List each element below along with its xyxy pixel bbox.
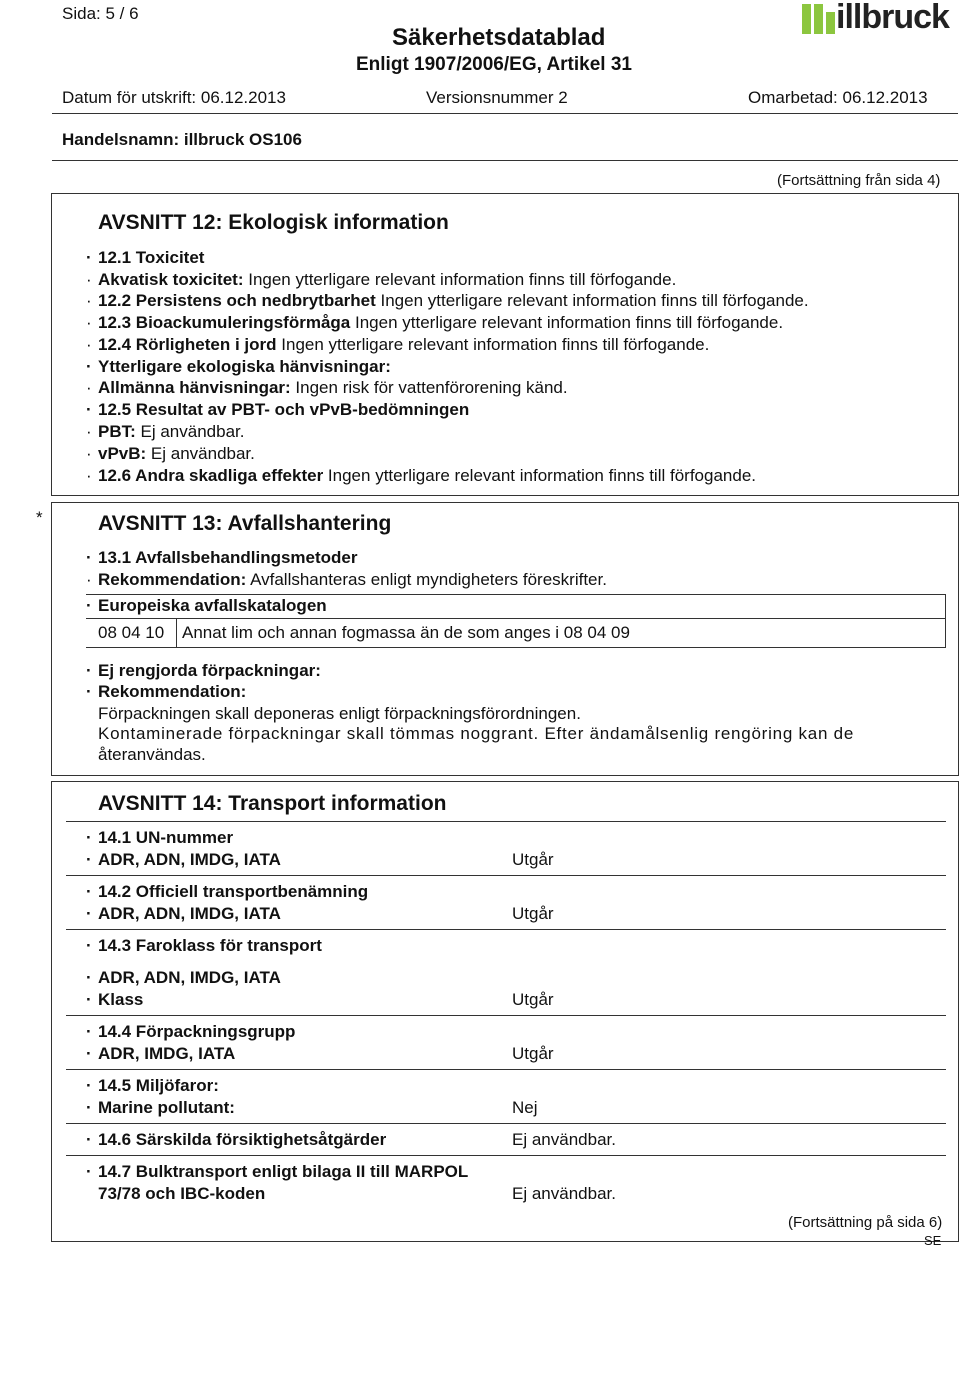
list-item: · ADR, IMDG, IATA — [86, 1044, 236, 1063]
list-item: · 12.2 Persistens och nedbrytbarhet Ingen ytterligare relevant information finns till förfogande. — [86, 291, 809, 310]
section-14-title: AVSNITT 14: Transport information — [98, 792, 447, 815]
value: Utgår — [512, 1044, 554, 1063]
list-item: · Rekommendation: Avfallshanteras enligt myndigheters föreskrifter. — [86, 570, 607, 589]
page-number: Sida: 5 / 6 — [62, 4, 139, 23]
section-13-title: AVSNITT 13: Avfallshantering — [98, 512, 392, 535]
paragraph: återanvändas. — [98, 745, 206, 764]
value: Utgår — [512, 904, 554, 923]
print-date: Datum för utskrift: 06.12.2013 — [62, 88, 286, 107]
logo-text: illbruck — [836, 0, 949, 36]
paragraph: Kontaminerade förpackningar skall tömmas noggrant. Efter ändamålsenlig rengöring kan de — [98, 724, 855, 743]
list-item: · 12.5 Resultat av PBT- och vPvB-bedömningen — [86, 400, 470, 419]
list-item: · 12.4 Rörligheten i jord Ingen ytterligare relevant information finns till förfogande. — [86, 335, 710, 354]
list-item: · 12.3 Bioackumuleringsförmåga Ingen ytterligare relevant information finns till förfogande. — [86, 313, 784, 332]
list-item: · 14.4 Förpackningsgrupp — [86, 1022, 296, 1041]
list-item: · ADR, ADN, IMDG, IATA — [86, 850, 281, 869]
value: Utgår — [512, 990, 554, 1009]
list-item: · Marine pollutant: — [86, 1098, 235, 1117]
list-item: · 14.5 Miljöfaror: — [86, 1076, 219, 1095]
group-divider — [66, 1069, 946, 1070]
group-divider — [66, 929, 946, 930]
continued-on: (Fortsättning på sida 6) — [788, 1214, 943, 1231]
list-item: · 14.7 Bulktransport enligt bilaga II till MARPOL — [86, 1162, 469, 1181]
catalog-description: Annat lim och annan fogmassa än de som anges i 08 04 09 — [182, 623, 630, 642]
list-item: · ADR, ADN, IMDG, IATA — [86, 968, 281, 987]
header-divider — [52, 113, 958, 114]
header-divider — [52, 160, 958, 161]
group-divider — [66, 875, 946, 876]
list-item: · Ej rengjorda förpackningar: — [86, 661, 321, 680]
list-item: · 14.2 Officiell transportbenämning — [86, 882, 369, 901]
group-divider — [66, 821, 946, 822]
group-divider — [66, 1123, 946, 1124]
language-code: SE — [924, 1233, 942, 1248]
list-item: · vPvB: Ej användbar. — [86, 444, 255, 463]
value: Ej användbar. — [512, 1130, 616, 1149]
list-item: · 14.6 Särskilda försiktighetsåtgärder — [86, 1130, 387, 1149]
document-subtitle: Enligt 1907/2006/EG, Artikel 31 — [356, 54, 632, 75]
list-item: · PBT: Ej användbar. — [86, 422, 245, 441]
table-border — [176, 618, 177, 647]
continued-from: (Fortsättning från sida 4) — [777, 172, 941, 189]
list-item: · 13.1 Avfallsbehandlingsmetoder — [86, 548, 358, 567]
value: Nej — [512, 1098, 538, 1117]
table-border — [86, 618, 946, 619]
group-divider — [66, 1015, 946, 1016]
section-12-title: AVSNITT 12: Ekologisk information — [98, 211, 449, 234]
illbruck-logo — [802, 2, 960, 40]
list-item: 73/78 och IBC-koden — [98, 1184, 266, 1203]
logo-mark-icon — [826, 12, 835, 34]
version-number: Versionsnummer 2 — [426, 88, 568, 107]
logo-mark-icon — [802, 4, 811, 34]
table-border — [945, 594, 946, 647]
waste-catalog-table — [86, 594, 946, 650]
logo-mark-icon — [814, 4, 823, 34]
list-item: · Allmänna hänvisningar: Ingen risk för vattenförorening känd. — [86, 378, 568, 397]
list-item: · Klass — [86, 990, 144, 1009]
value: Utgår — [512, 850, 554, 869]
list-item: · Ytterligare ekologiska hänvisningar: — [86, 357, 391, 376]
table-border — [86, 594, 946, 595]
list-item: · 12.6 Andra skadliga effekter Ingen ytterligare relevant information finns till förfogande. — [86, 466, 756, 485]
change-marker: * — [36, 508, 43, 527]
catalog-title: · Europeiska avfallskatalogen — [86, 596, 327, 615]
value: Ej användbar. — [512, 1184, 616, 1203]
group-divider — [66, 1155, 946, 1156]
list-item: · Akvatisk toxicitet: Ingen ytterligare relevant information finns till förfogande. — [86, 270, 677, 289]
document-title: Säkerhetsdatablad — [392, 24, 606, 51]
table-border — [86, 647, 946, 648]
list-item: · ADR, ADN, IMDG, IATA — [86, 904, 281, 923]
catalog-code: 08 04 10 — [98, 623, 165, 642]
revised-date: Omarbetad: 06.12.2013 — [748, 88, 928, 107]
trade-name: Handelsnamn: illbruck OS106 — [62, 130, 302, 149]
paragraph: Förpackningen skall deponeras enligt förpackningsförordningen. — [98, 704, 581, 723]
list-item: · 14.1 UN-nummer — [86, 828, 234, 847]
list-item: · Rekommendation: — [86, 682, 247, 701]
list-item: · 14.3 Faroklass för transport — [86, 936, 322, 955]
list-item: · 12.1 Toxicitet — [86, 248, 205, 267]
